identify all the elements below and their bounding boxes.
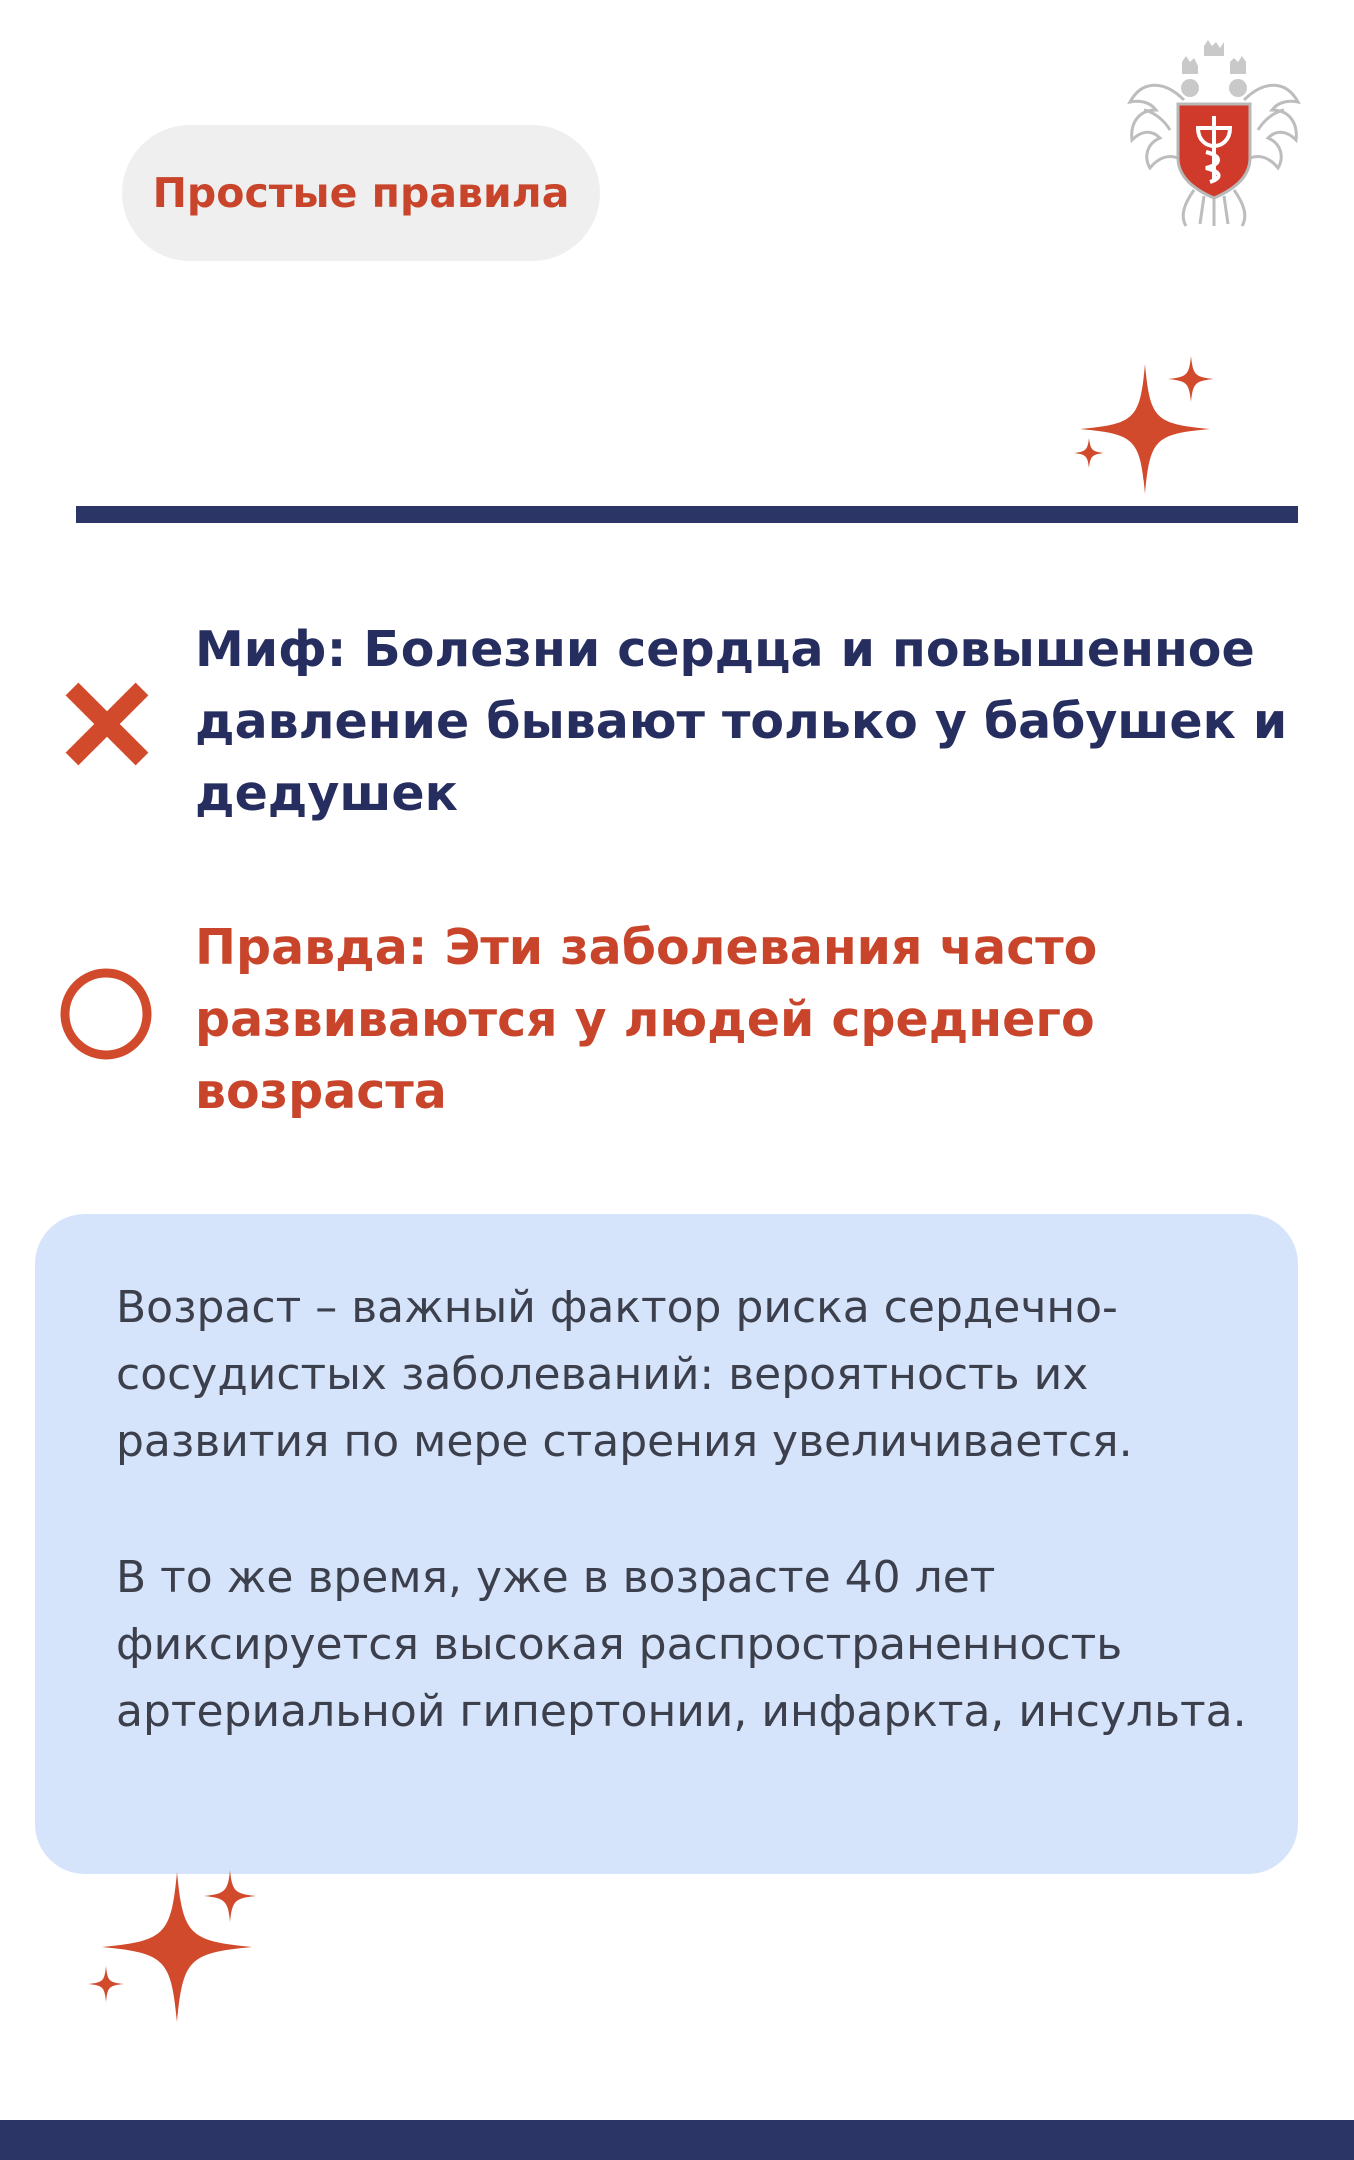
category-pill-label: Простые правила <box>152 169 570 217</box>
info-box <box>35 1214 1298 1874</box>
category-pill <box>122 125 600 261</box>
myth-statement: Миф: Болезни сердца и повышенное давление бывают только у бабушек и дедушек <box>195 621 1288 822</box>
info-paragraph-1: Возраст – важный фактор риска сердечно-сосудистых заболеваний: вероятность их развития по мере старения увеличивается. <box>116 1282 1133 1467</box>
circle-icon <box>58 966 154 1062</box>
sparkle-tiny-icon <box>88 1966 124 2002</box>
info-paragraph-2: В то же время, уже в возрасте 40 лет фиксируется высокая распространенность артериальной гипертонии, инфаркта, инсульта. <box>116 1552 1247 1737</box>
cross-icon <box>60 677 154 771</box>
ministry-emblem-icon <box>1124 40 1304 230</box>
truth-statement: Правда: Эти заболевания часто развиваются у людей среднего возраста <box>195 919 1098 1120</box>
sparkle-tiny-icon <box>1074 438 1104 468</box>
sparkle-small-icon <box>204 1870 256 1922</box>
footer-bar <box>0 2120 1354 2160</box>
section-divider <box>76 506 1298 523</box>
sparkle-small-icon <box>1168 356 1214 402</box>
